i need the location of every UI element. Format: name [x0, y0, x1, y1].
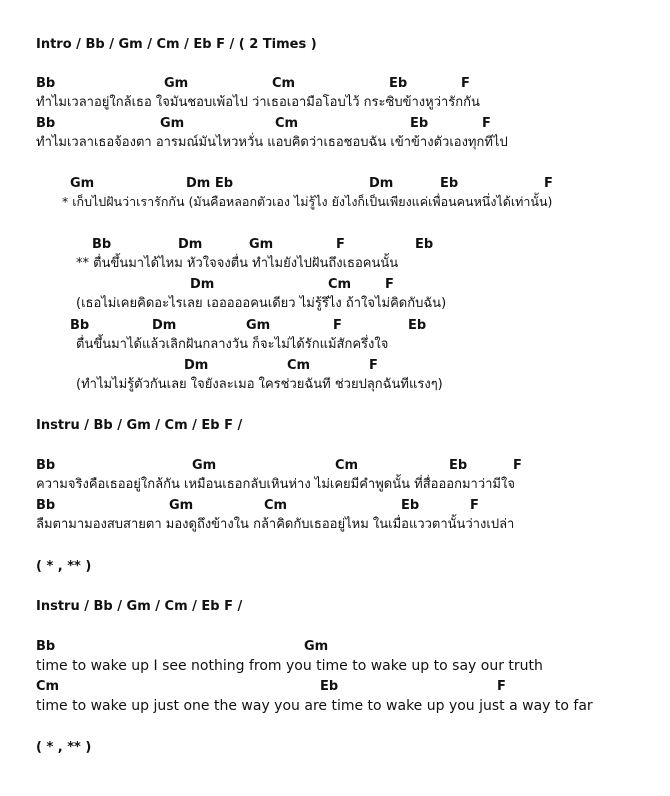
lyric-line: * เก็บไปฝันว่าเรารักกัน (มันคือหลอกตัวเอง ไม่รู้ไง ยังไงก็เป็นเพียงแค่เพื่อนคนหนึ่งได้เท่านั้น)	[62, 194, 553, 209]
chord: F	[333, 318, 342, 333]
chord: Cm	[335, 458, 359, 473]
chord: F	[470, 498, 479, 513]
chord: Eb	[415, 237, 434, 252]
lyric-line: ทำไมเวลาอยู่ใกล้เธอ ใจมันชอบเพ้อไป ว่าเธอเอามือโอบไว้ กระซิบข้างหูว่ารักกัน	[36, 95, 480, 110]
chord: F	[461, 76, 470, 91]
chord: Eb	[401, 498, 420, 513]
chord: Bb	[36, 498, 56, 513]
chord: Cm	[275, 116, 299, 131]
chord: Bb	[36, 639, 56, 654]
chord: Dm Eb	[186, 176, 234, 191]
chord: Eb	[389, 76, 408, 91]
repeat-marker: ( * , ** )	[36, 559, 92, 574]
lyric-line: ทำไมเวลาเธอจ้องตา อารมณ์มันไหวหวั่น แอบคิดว่าเธอชอบฉัน เข้าข้างตัวเองทุกทีไป	[36, 135, 508, 150]
chord: Bb	[92, 237, 112, 252]
chord: Bb	[36, 458, 56, 473]
chord: Cm	[272, 76, 296, 91]
chord: Gm	[164, 76, 189, 91]
lyric-line: time to wake up just one the way you are time to wake up you just a way to far	[36, 698, 593, 714]
chord: F	[369, 358, 378, 373]
instru-line: Instru / Bb / Gm / Cm / Eb F /	[36, 418, 243, 433]
chord: Gm	[160, 116, 185, 131]
chord: Dm	[152, 318, 177, 333]
lyric-line: (ทำไมไม่รู้ตัวกันเลย ใจยังละเมอ ใครช่วยฉันที ช่วยปลุกฉันทีแรงๆ)	[76, 377, 443, 392]
chord: Dm	[190, 277, 215, 292]
lyric-line: time to wake up I see nothing from you time to wake up to say our truth	[36, 658, 543, 674]
lyric-line: (เธอไม่เคยคิดอะไรเลย เอออออคนเดียว ไม่รู้รึไง ถ้าใจไม่คิดกับฉัน)	[76, 296, 447, 311]
chord: Cm	[264, 498, 288, 513]
chord: Gm	[304, 639, 329, 654]
intro-line: Intro / Bb / Gm / Cm / Eb F / ( 2 Times )	[36, 37, 317, 52]
chord: Bb	[70, 318, 90, 333]
chord: Cm	[36, 679, 60, 694]
chord: Eb	[440, 176, 459, 191]
repeat-marker: ( * , ** )	[36, 740, 92, 755]
lyric-line: ** ตื่นขึ้นมาได้ไหม หัวใจจงตื่น ทำไมยังไปฝันถึงเธอคนนั้น	[76, 256, 399, 271]
chord: Cm	[328, 277, 352, 292]
chord: Dm	[369, 176, 394, 191]
chord: Bb	[36, 116, 56, 131]
chord: Gm	[169, 498, 194, 513]
chord: F	[497, 679, 506, 694]
chord: Eb	[408, 318, 427, 333]
instru-line: Instru / Bb / Gm / Cm / Eb F /	[36, 599, 243, 614]
chord: F	[544, 176, 553, 191]
chord: Dm	[184, 358, 209, 373]
chord: F	[385, 277, 394, 292]
chord: F	[482, 116, 491, 131]
chord: Bb	[36, 76, 56, 91]
lyric-line: ตื่นขึ้นมาได้แล้วเลิกฝันกลางวัน ก็จะไม่ได้รักแม้สักครึ่งใจ	[76, 337, 389, 352]
chord: Eb	[320, 679, 339, 694]
chord: Cm	[287, 358, 311, 373]
chord: Gm	[192, 458, 217, 473]
chord: Gm	[70, 176, 95, 191]
chord: Eb	[410, 116, 429, 131]
chord: Gm	[249, 237, 274, 252]
chord: F	[336, 237, 345, 252]
lyric-line: ความจริงคือเธออยู่ใกล้กัน เหมือนเธอกลับเหินห่าง ไม่เคยมีคำพูดนั้น ที่สื่อออกมาว่ามีใจ	[36, 477, 515, 492]
chord: Dm	[178, 237, 203, 252]
chord: Eb	[449, 458, 468, 473]
lyric-line: ลืมตามามองสบสายตา มองดูถึงข้างใน กล้าคิดกับเธออยู่ไหม ในเมื่อแววตานั้นว่างเปล่า	[36, 517, 515, 532]
chord: Gm	[246, 318, 271, 333]
chord: F	[513, 458, 522, 473]
